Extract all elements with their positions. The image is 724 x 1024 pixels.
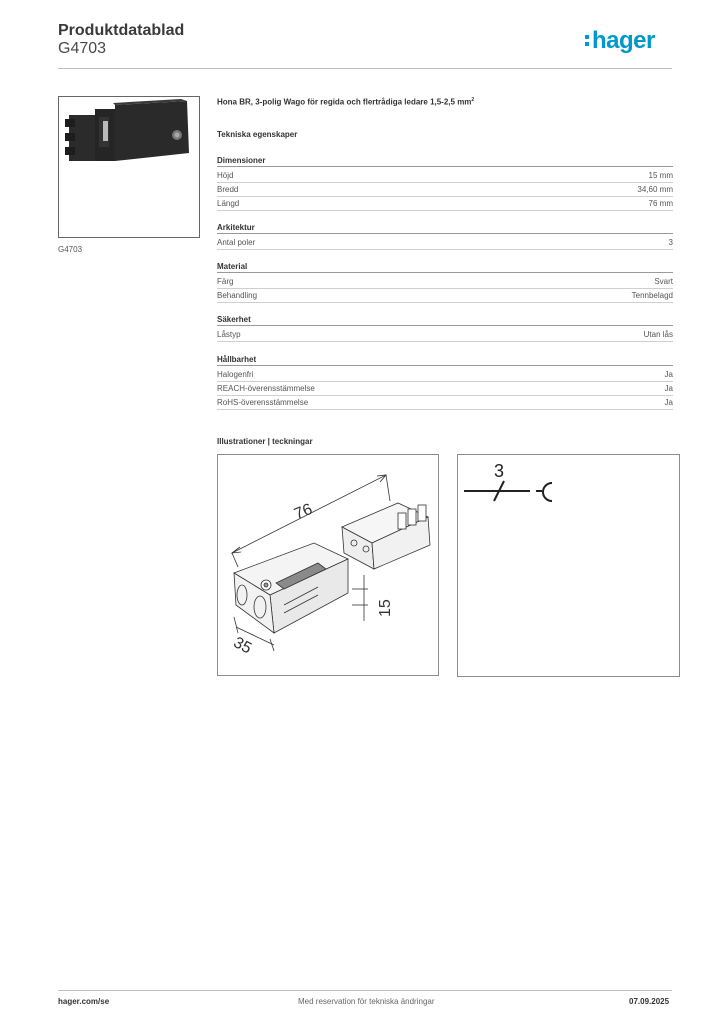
group-title-material: Material bbox=[217, 262, 673, 273]
footer-website: hager.com/se bbox=[58, 997, 110, 1006]
footer-disclaimer: Med reservation för tekniska ändringar bbox=[298, 997, 435, 1006]
spec-row: RoHS-överensstämmelse Ja bbox=[217, 396, 673, 410]
header-divider bbox=[58, 68, 672, 69]
spec-row: Höjd 15 mm bbox=[217, 169, 673, 183]
dimension-drawing bbox=[217, 454, 439, 676]
logo-dots-icon bbox=[585, 35, 589, 49]
spec-row: Färg Svart bbox=[217, 275, 673, 289]
product-photo bbox=[58, 96, 200, 238]
pole-count-label: 3 bbox=[494, 461, 505, 481]
group-title-safety: Säkerhet bbox=[217, 315, 673, 326]
spec-row: Halogenfri Ja bbox=[217, 368, 673, 382]
width-dimension-label: 35 bbox=[230, 634, 255, 658]
footer-date: 07.09.2025 bbox=[629, 997, 670, 1006]
footer-divider bbox=[58, 990, 672, 991]
length-dimension-label: 76 bbox=[291, 500, 315, 524]
group-title-dimensions: Dimensioner bbox=[217, 156, 673, 167]
illustrations-title: Illustrationer | teckningar bbox=[217, 437, 313, 446]
group-title-architecture: Arkitektur bbox=[217, 223, 673, 234]
spec-row: Bredd 34,60 mm bbox=[217, 183, 673, 197]
photo-caption: G4703 bbox=[58, 245, 83, 254]
hager-logo: hager bbox=[592, 28, 655, 54]
technical-properties-title: Tekniska egenskaper bbox=[217, 130, 298, 139]
product-code: G4703 bbox=[58, 40, 107, 57]
spec-row: Längd 76 mm bbox=[217, 197, 673, 211]
circuit-symbol-drawing bbox=[457, 454, 680, 677]
spec-row: Antal poler 3 bbox=[217, 236, 673, 250]
spec-row: Låstyp Utan lås bbox=[217, 328, 673, 342]
spec-row: REACH-överensstämmelse Ja bbox=[217, 382, 673, 396]
product-description: Hona BR, 3-polig Wago för regida och flertrådiga ledare 1,5-2,5 $mm^2$ bbox=[217, 97, 475, 107]
page-title: Produktdatablad bbox=[58, 22, 185, 39]
height-dimension-label: 15 bbox=[377, 599, 394, 617]
spec-row: Behandling Tennbelagd bbox=[217, 289, 673, 303]
group-title-sustainability: Hållbarhet bbox=[217, 355, 673, 366]
